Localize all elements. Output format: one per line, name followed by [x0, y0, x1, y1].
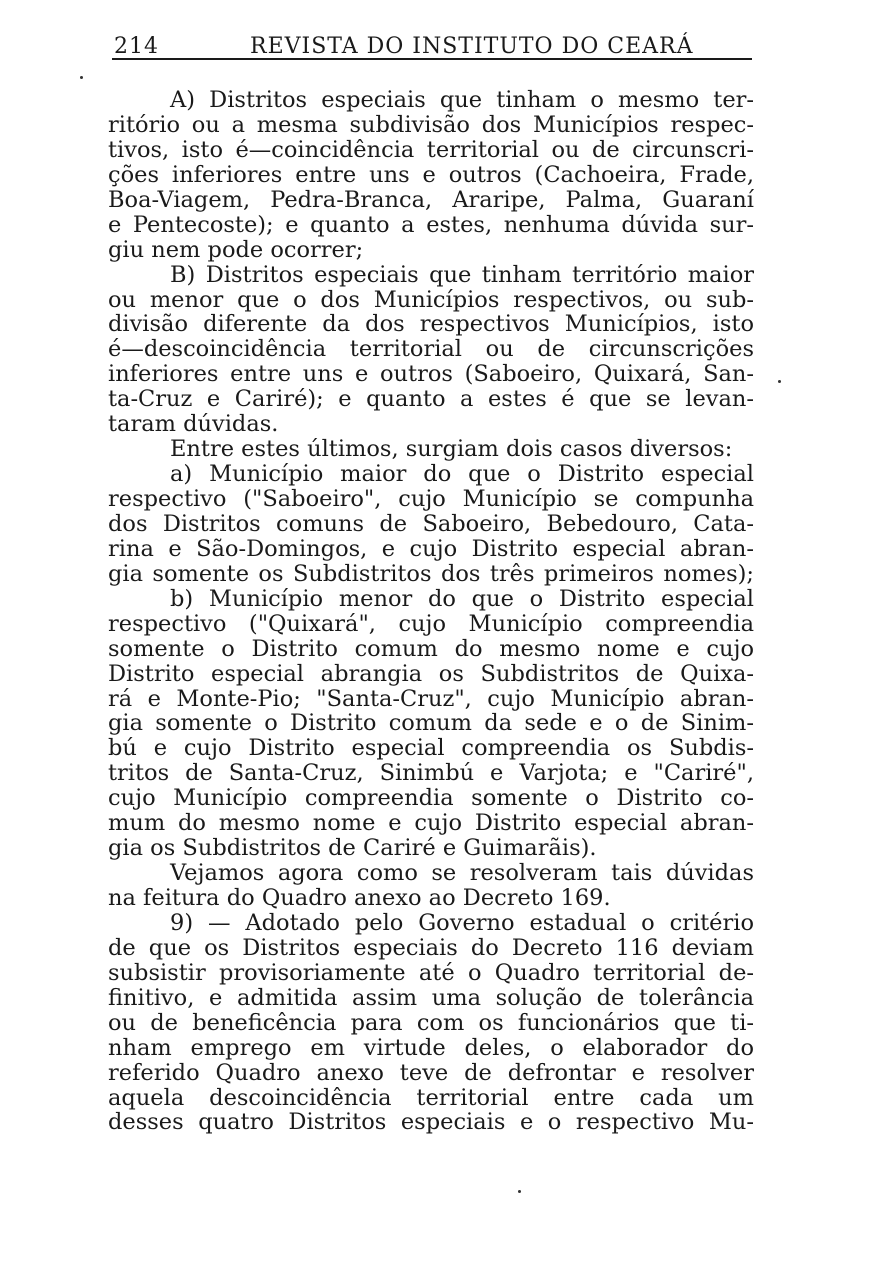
text-line: gia somente os Subdistritos dos três primeiros nomes);	[108, 561, 754, 587]
text-line: ou de beneficência para com os funcionários que ti-	[108, 1010, 754, 1036]
text-line: A) Distritos especiais que tinham o mesmo ter-	[170, 88, 754, 113]
running-title: REVISTA DO INSTITUTO DO CEARÁ	[250, 34, 694, 59]
text-line: gia somente o Distrito comum da sede e o de Sinim-	[108, 711, 754, 737]
text-line: é—descoincidência territorial ou de circunscrições	[108, 337, 754, 363]
text-line: referido Quadro anexo teve de defrontar e resolver	[108, 1060, 754, 1086]
text-line: nham emprego em virtude deles, o elaborador do	[108, 1035, 754, 1061]
text-line: inferiores entre uns e outros (Saboeiro, Quixará, San-	[108, 362, 754, 388]
text-line: gia os Subdistritos de Cariré e Guimarãis).	[108, 836, 597, 862]
page-number: 214	[114, 34, 159, 59]
text-line: tivos, isto é—coincidência territorial ou de circunscri-	[108, 137, 754, 163]
text-line: taram dúvidas.	[108, 412, 279, 438]
text-line: desses quatro Distritos especiais e o respectivo Mu-	[108, 1110, 754, 1136]
text-line: giu nem pode ocorrer;	[108, 237, 364, 263]
text-line: aquela descoincidência territorial entre cada um	[108, 1085, 754, 1111]
print-speck	[80, 76, 83, 79]
print-speck	[518, 1190, 521, 1193]
text-line: ções inferiores entre uns e outros (Cachoeira, Frade,	[108, 162, 754, 188]
text-line: ta-Cruz e Cariré); e quanto a estes é que se levan-	[108, 387, 754, 413]
body-text	[108, 88, 754, 1135]
text-line: mum do mesmo nome e cujo Distrito especial abran-	[108, 811, 754, 837]
text-line: rina e São-Domingos, e cujo Distrito especial abran-	[108, 536, 754, 562]
text-line: Distrito especial abrangia os Subdistritos de Quixa-	[108, 661, 754, 687]
text-line: de que os Distritos especiais do Decreto 116 deviam	[108, 935, 754, 961]
text-line: dos Distritos comuns de Saboeiro, Bebedouro, Cata-	[108, 511, 754, 537]
text-line: 9) — Adotado pelo Governo estadual o critério	[170, 910, 754, 936]
text-line: b) Município menor do que o Distrito especial	[170, 586, 754, 612]
text-line: cujo Município compreendia somente o Distrito co-	[108, 786, 754, 812]
text-line: ritório ou a mesma subdivisão dos Municípios respec-	[108, 112, 754, 138]
page-header	[112, 28, 752, 64]
text-line: bú e cujo Distrito especial compreendia os Subdis-	[108, 736, 754, 762]
text-line: somente o Distrito comum do mesmo nome e cujo	[108, 636, 754, 662]
text-line: B) Distritos especiais que tinham território maior	[170, 262, 754, 288]
text-line: rá e Monte-Pio; "Santa-Cruz", cujo Município abran-	[108, 686, 754, 712]
text-line: Boa-Viagem, Pedra-Branca, Araripe, Palma, Guaraní	[108, 187, 754, 213]
text-line: divisão diferente da dos respectivos Municípios, isto	[108, 312, 754, 338]
text-line: Entre estes últimos, surgiam dois casos diversos:	[170, 437, 733, 463]
text-line: respectivo ("Quixará", cujo Município compreendia	[108, 611, 754, 637]
text-line: respectivo ("Saboeiro", cujo Município se compunha	[108, 487, 754, 512]
print-speck	[778, 380, 781, 383]
text-line: e Pentecoste); e quanto a estes, nenhuma dúvida sur-	[108, 212, 754, 238]
text-line: Vejamos agora como se resolveram tais dúvidas	[170, 861, 754, 886]
text-line: finitivo, e admitida assim uma solução de tolerância	[108, 985, 754, 1011]
text-line: subsistir provisoriamente até o Quadro territorial de-	[108, 960, 754, 986]
text-line: na feitura do Quadro anexo ao Decreto 169.	[108, 886, 611, 911]
text-line: tritos de Santa-Cruz, Sinimbú e Varjota; e "Cariré",	[108, 761, 754, 787]
text-line: ou menor que o dos Municípios respectivos, ou sub-	[108, 287, 754, 313]
text-line: a) Município maior do que o Distrito especial	[170, 462, 754, 487]
header-rule	[112, 58, 752, 60]
